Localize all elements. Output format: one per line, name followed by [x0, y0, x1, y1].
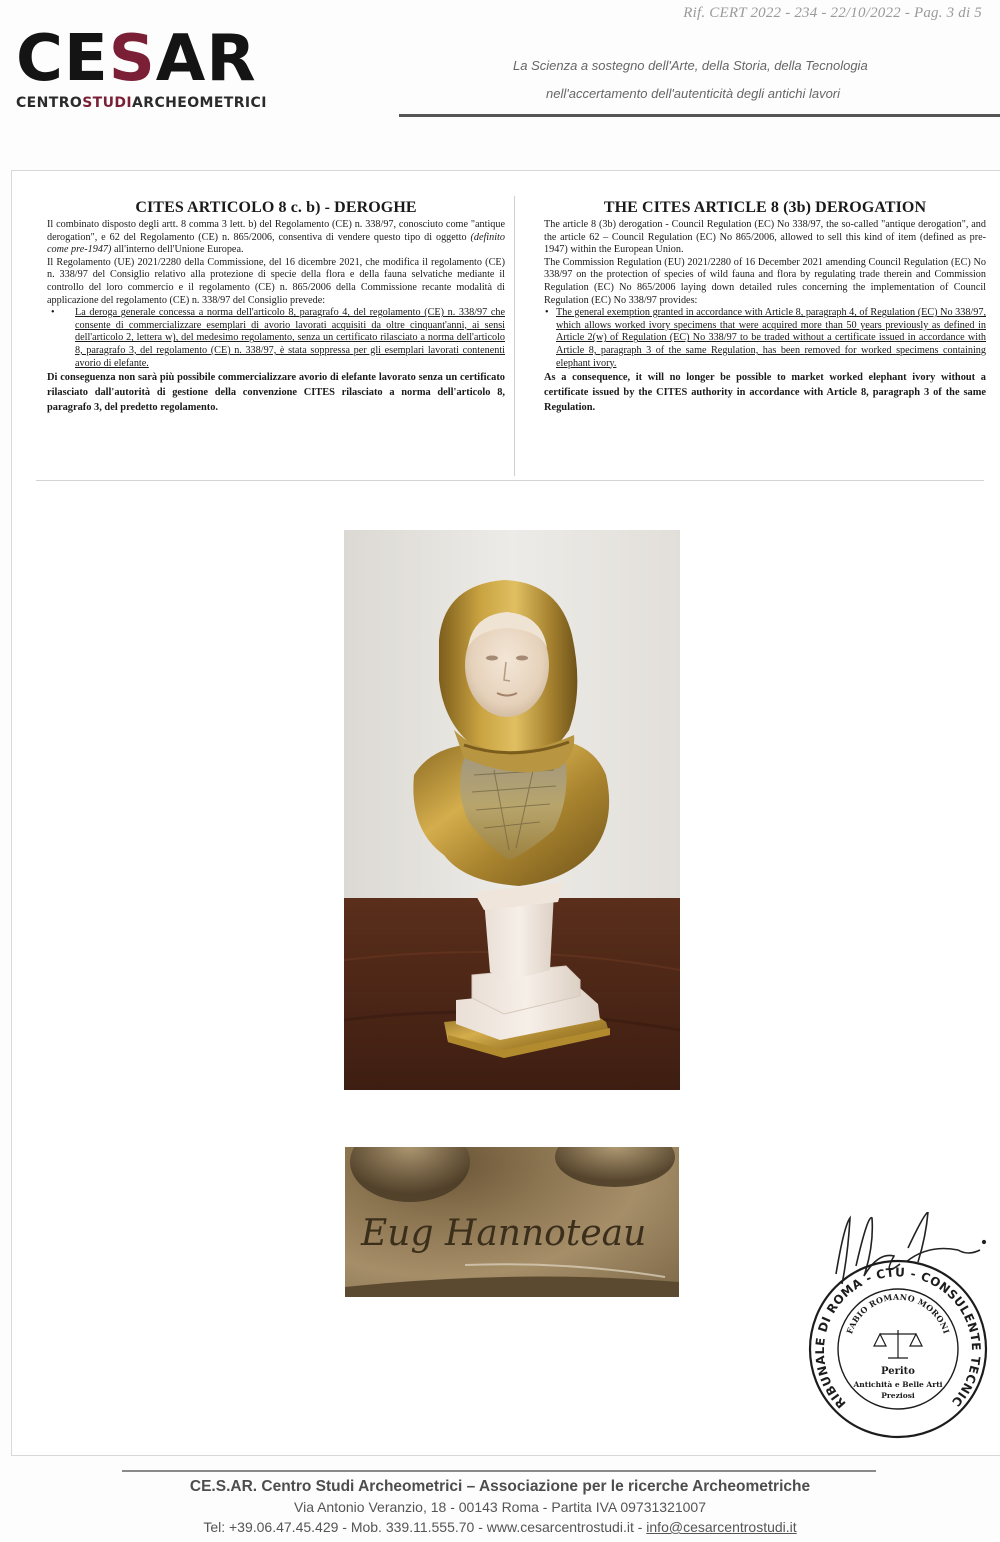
column-divider — [514, 196, 515, 476]
logo-subtitle-part: CENTRO — [16, 95, 83, 111]
logo-subtitle — [16, 94, 361, 112]
logo-wordmark-part: AR — [155, 22, 257, 96]
footer-phone-web: Tel: +39.06.47.45.429 - Mob. 339.11.555.70 - www.cesarcentrostudi.it - — [203, 1519, 647, 1535]
signature-detail-illustration — [345, 1147, 679, 1297]
italian-p1-emphasis: (definito come pre-1947) — [47, 231, 505, 256]
stamp-role: Perito — [881, 1366, 915, 1377]
stamp-field-1: Antichità e Belle Arti — [853, 1380, 943, 1389]
cesar-logo — [16, 22, 361, 112]
handwritten-signature-icon — [836, 1212, 985, 1284]
italian-p1-text-end: all'interno dell'Unione Europea. — [111, 244, 244, 256]
tagline-line-1: La Scienza a sostegno dell'Arte, della Storia, della Tecnologia — [513, 58, 868, 73]
header-divider — [399, 114, 1000, 117]
tagline-line-2: nell'accertamento dell'autenticità degli antichi lavori — [546, 86, 841, 101]
stamp-expert-name: FABIO ROMANO MORONI — [844, 1291, 952, 1336]
english-paragraph-1: The article 8 (3b) derogation - Council Regulation (EC) No 338/97, the so-called "antique derogation", and the article 62 – Council Regulation (EC) No 865/2006, allowed to sell this kind of item (defined as pre-1947) within the European Union. — [544, 219, 986, 256]
signature-detail-photo — [345, 1147, 679, 1297]
stamp-illustration — [808, 1212, 988, 1444]
italian-bullet-list — [47, 307, 505, 370]
stamp-ring-text: RIBUNALE DI ROMA - CTU - CONSULENTE TECNIC — [812, 1265, 984, 1411]
english-bullet-item: • The general exemption granted in accordance with Article 8, paragraph 4, of Regulation (EC) No 338/97, which allows worked ivory specimens that were acquired more than 50 years previously as defined in Article 2(w) of Regulation (EC) No 338/97 to be traded without a certificate issued in accordance with Article 8, paragraph 3 of the same Regulation, has been removed for worked specimens containing elephant ivory. — [556, 307, 986, 370]
logo-subtitle-part: ARCHEOMETRICI — [132, 95, 267, 111]
english-bullet-list — [544, 307, 986, 370]
italian-bullet-item: • La deroga generale concessa a norma dell'articolo 8, paragrafo 4, del regolamento (CE) n. 338/97 che consente di commercializzare esemplari di avorio lavorati acquisiti da oltre cinquant'anni, ai sensi dell'articolo 2, lettera w), del medesimo regolamento, senza un certificato rilasciato a norma dell'articolo 8, paragrafo 3, del regolamento (CE) n. 338/97, è stata soppressa per gli esemplari lavorati contenenti avorio di elefante. — [75, 307, 505, 370]
italian-paragraph-1 — [47, 219, 505, 257]
stamp-field-2: Preziosi — [881, 1391, 915, 1400]
english-paragraph-2: The Commission Regulation (EU) 2021/2280 of 16 December 2021 amending Council Regulation (EC) No 338/97 on the protection of species of wild fauna and flora by regulating trade therein and Commission Regulation (EC) No 865/2006 laying down detailed rules concerning the implementation of Council Regulation (EC) No 338/97 provides: — [544, 256, 986, 306]
section-divider — [36, 480, 984, 481]
italian-section — [47, 198, 505, 415]
english-conclusion: As a consequence, it will no longer be possible to market worked elephant ivory without a certificate issued by the CITES authority in accordance with Article 8, paragraph 3 of the same Regulation. — [544, 372, 986, 414]
footer-contacts — [60, 1518, 940, 1536]
logo-wordmark — [16, 22, 361, 96]
footer-address: Via Antonio Veranzio, 18 - 00143 Roma - Partita IVA 09731321007 — [294, 1499, 706, 1515]
english-title: THE CITES ARTICLE 8 (3b) DEROGATION — [603, 199, 927, 216]
scales-of-justice-icon — [874, 1330, 922, 1358]
footer-email-link[interactable]: info@cesarcentrostudi.it — [646, 1519, 797, 1535]
certificate-reference: Rif. CERT 2022 - 234 - 22/10/2022 - Pag. 3 di 5 — [683, 5, 982, 21]
logo-wordmark-part: CE — [16, 22, 109, 96]
logo-wordmark-accent: S — [108, 22, 156, 96]
logo-subtitle-accent: STUDI — [82, 95, 133, 111]
expert-stamp — [808, 1212, 988, 1444]
footer-divider — [122, 1470, 876, 1472]
italian-title: CITES ARTICOLO 8 c. b) - DEROGHE — [135, 199, 417, 216]
bust-illustration — [344, 530, 680, 1090]
footer-organization: CE.S.AR. Centro Studi Archeometrici – Associazione per le ricerche Archeometriche — [189, 1478, 811, 1495]
bust-photo — [344, 530, 680, 1090]
svg-text:FABIO ROMANO MORONI — [844, 1292, 952, 1335]
english-section — [544, 198, 986, 415]
sculptor-signature: Eug Hannoteau — [361, 1213, 647, 1254]
italian-paragraph-2: Il Regolamento (UE) 2021/2280 della Commissione, del 16 dicembre 2021, che modifica il regolamento (CE) n. 338/97 del Consiglio relativo alla protezione di specie della flora e della fauna selvatiche mediante il controllo del loro commercio e il regolamento (CE) n. 865/2006 della Commissione recante modalità di applicazione del regolamento (CE) n. 338/97 del Consiglio prevede: — [47, 256, 505, 306]
italian-conclusion: Di conseguenza non sarà più possibile commercializzare avorio di elefante lavorato senza un certificato rilasciato dall'autorità di gestione della convenzione CITES rilasciato a norma dell'articolo 8, paragrafo 3, del predetto regolamento. — [47, 372, 505, 414]
italian-p1-text: Il combinato disposto degli artt. 8 comma 3 lett. b) del Regolamento (CE) n. 338/97, conosciuto come "antique derogation", e 62 del Regolamento (CE) n. 865/2006, consentiva di vendere questo tipo di oggetto — [47, 219, 505, 243]
